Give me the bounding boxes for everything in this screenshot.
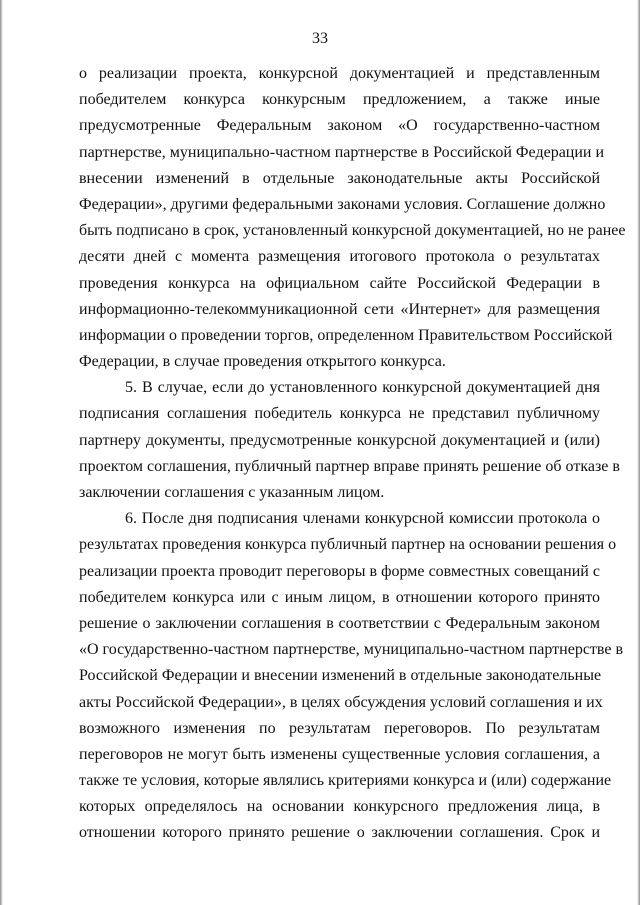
paragraph-continuation (79, 61, 626, 375)
text-line: о реализации проекта, конкурсной документацией и представленным (79, 65, 600, 82)
text-line: реализации проекта проводит переговоры в форме совместных совещаний с (79, 562, 600, 580)
scan-left-edge (0, 0, 3, 905)
text-line: отношении которого принято решение о заключении соглашения. Срок и (79, 824, 600, 842)
page-number: 33 (312, 30, 328, 47)
text-line: 6. После дня подписания членами конкурсной комиссии протокола о (125, 510, 600, 528)
text-line: переговоров не могут быть изменены существенные условия соглашения, а (79, 745, 600, 763)
text-line: информации о проведении торгов, определенном Правительством Российской (79, 326, 613, 344)
text-line: 5. В случае, если до установленного конкурсной документацией дня (125, 379, 600, 397)
text-line: также те условия, которые являлись критериями конкурса и (или) содержание (79, 772, 612, 790)
text-line: партнеру документы, предусмотренные конкурсной документацией и (или) (79, 431, 600, 449)
text-line: быть подписано в срок, установленный конкурсной документацией, но не ранее (79, 222, 626, 240)
text-line: победителем конкурса конкурсным предложением, а также иные (79, 91, 600, 109)
paragraph-item-5 (79, 375, 620, 506)
text-line: проведения конкурса на официальном сайте Российской Федерации в (79, 274, 600, 292)
text-line: победителем конкурса или с иным лицом, в отношении которого принято (79, 588, 600, 606)
text-line: Федерации, в случае проведения открытого конкурса. (79, 353, 446, 371)
text-line: решение о заключении соглашения в соответствии с Федеральным законом (79, 614, 600, 632)
text-line: Российской Федерации и внесении изменений в отдельные законодательные (79, 667, 602, 685)
text-line: внесении изменений в отдельные законодательные акты Российской (79, 169, 600, 187)
text-line: «О государственно-частном партнерстве, муниципально-частном партнерстве в (79, 641, 624, 659)
text-line: заключении соглашения с указанным лицом. (79, 484, 385, 501)
text-line: партнерстве, муниципально-частном партнерстве в Российской Федерации и (79, 143, 605, 161)
paragraph-item-6 (79, 506, 624, 846)
text-line: проектом соглашения, публичный партнер вправе принять решение об отказе в (79, 457, 620, 475)
text-line: которых определялось на основании конкурсного предложения лица, в (79, 798, 600, 816)
document-body (79, 61, 626, 847)
text-line: Федерации», другими федеральными законами условия. Соглашение должно (79, 195, 606, 213)
text-line: возможного изменения по результатам переговоров. По результатам (79, 719, 600, 737)
text-line: десяти дней с момента размещения итогового протокола о результатах (79, 248, 600, 266)
text-line: акты Российской Федерации», в целях обсуждения условий соглашения и их (79, 693, 603, 711)
text-line: результатах проведения конкурса публичный партнер на основании решения о (79, 536, 617, 554)
text-line: подписания соглашения победитель конкурса не представил публичному (79, 405, 600, 423)
text-line: информационно-телекоммуникационной сети «Интернет» для размещения (79, 300, 600, 318)
text-line: предусмотренные Федеральным законом «О государственно-частном (79, 117, 600, 135)
